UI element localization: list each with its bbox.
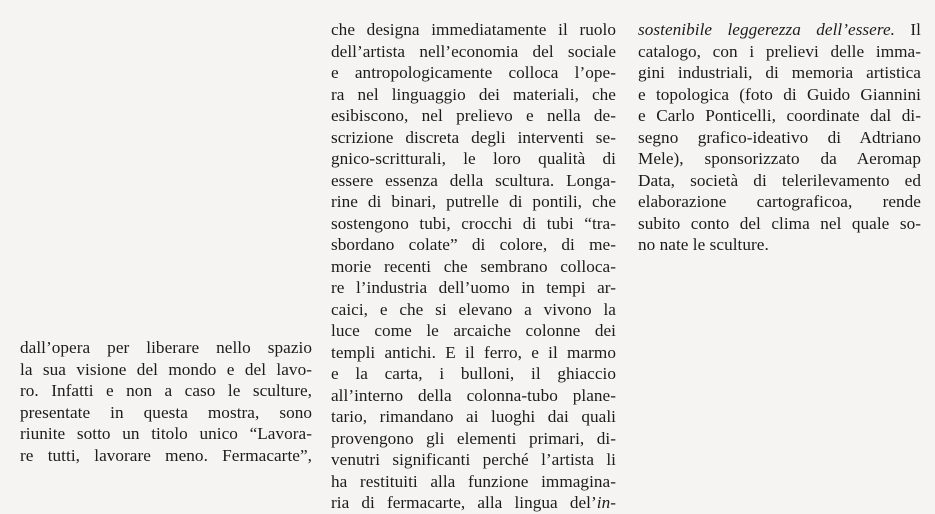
text-line: dell’artista nell’economia del sociale <box>331 41 616 61</box>
text-line: esibiscono, nel prelievo e nella de- <box>331 106 616 125</box>
text-line: ha restituiti alla funzione immagina- <box>331 471 616 491</box>
text-column-left <box>20 337 312 466</box>
text-line: riunite sotto un titolo unico “Lavora- <box>20 424 312 443</box>
text-line: re l’industria dell’uomo in tempi ar- <box>331 278 616 297</box>
text-line: gini industriali, di memoria artistica <box>638 63 921 82</box>
text-line-roman: ria di fermacarte, alla lingua del’ <box>331 493 597 512</box>
text-line: essere essenza della scultura. Longa- <box>331 170 616 190</box>
text-line: Data, società di telerilevamento ed <box>638 170 921 190</box>
text-line-first <box>638 19 921 41</box>
text-line-roman: Il <box>894 20 921 39</box>
text-line: all’interno della colonna-tubo plane- <box>331 385 616 405</box>
text-line-italic: sostenibile leggerezza dell’essere. <box>638 20 895 39</box>
text-line: Mele), sponsorizzato da Aeromap <box>638 149 921 168</box>
text-line: scrizione discreta degli interventi se- <box>331 127 616 147</box>
text-line: ra nel linguaggio dei materiali, che <box>331 84 616 104</box>
text-line: tario, rimandano ai luoghi dai quali <box>331 407 616 426</box>
text-line: la sua visione del mondo e del lavo- <box>20 359 312 379</box>
text-line: segno grafico-ideativo di Adtriano <box>638 127 921 147</box>
text-line: gnico-scritturali, le loro qualità di <box>331 149 616 168</box>
text-line: dall’opera per liberare nello spazio <box>20 338 312 357</box>
text-line: sostengono tubi, crocchi di tubi “tra- <box>331 213 616 233</box>
text-line: morie recenti che sembrano colloca- <box>331 256 616 276</box>
text-line: rine di binari, putrelle di pontili, che <box>331 192 616 211</box>
text-line: che designa immediatamente il ruolo <box>331 20 616 39</box>
text-line: luce come le arcaiche colonne dei <box>331 321 616 340</box>
text-line: e la carta, i bulloni, il ghiaccio <box>331 364 616 383</box>
text-line: e Carlo Ponticelli, coordinate dal di- <box>638 106 921 125</box>
text-column-middle <box>331 19 616 514</box>
text-line-italic: in- <box>596 493 616 512</box>
text-line: venutri significanti perché l’artista li <box>331 450 616 469</box>
text-line: e antropologicamente colloca l’ope- <box>331 63 616 82</box>
text-line: elaborazione cartograficoa, rende <box>638 192 921 211</box>
text-line: templi antichi. E il ferro, e il marmo <box>331 342 616 362</box>
text-line: sbordano colate” di colore, di me- <box>331 235 616 254</box>
text-line: no nate le sculture. <box>638 235 769 254</box>
text-line: e topologica (foto di Guido Giannini <box>638 84 921 104</box>
text-line: re tutti, lavorare meno. Fermacarte”, <box>20 445 312 465</box>
text-line: subito conto del clima nel quale so- <box>638 213 921 233</box>
text-line: presentate in questa mostra, sono <box>20 402 312 422</box>
text-column-right <box>638 19 921 256</box>
text-line: catalogo, con i prelievi delle imma- <box>638 41 921 61</box>
text-line: provengono gli elementi primari, di- <box>331 428 616 448</box>
text-line: ro. Infatti e non a caso le sculture, <box>20 381 312 400</box>
text-line: caici, e che si elevano a vivono la <box>331 299 616 319</box>
